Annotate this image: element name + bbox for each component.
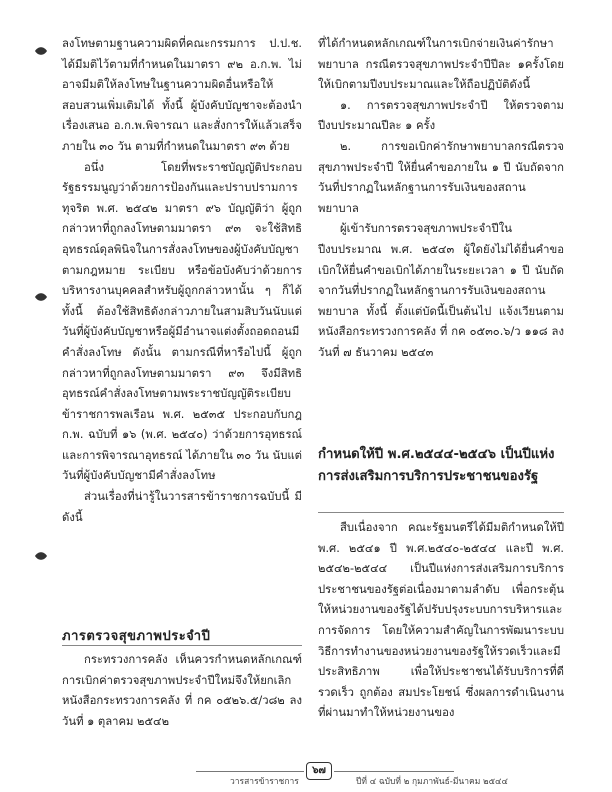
page-number: ๖๗ (306, 762, 332, 780)
body-paragraph: ที่ได้กำหนดหลักเกณฑ์ในการเบิกจ่ายเงินค่ารักษาพยาบาล กรณีตรวจสุขภาพประจำปีปีละ ๑ครั้งโดยให้เบิกตามปีงบประมาณและให้ถือปฏิบัติดังนี้ (318, 37, 564, 92)
journal-title: วารสารข้าราชการ (230, 777, 299, 787)
left-column-bottom (62, 650, 302, 732)
footer-rule-right (334, 771, 454, 772)
left-column (62, 34, 302, 528)
leaf-ornament-icon (34, 292, 48, 302)
leaf-ornament-icon (34, 551, 48, 561)
body-paragraph: ๑. การตรวจสุขภาพประจำปี ให้ตรวจตามปีงบประมาณปีละ ๑ ครั้ง (318, 98, 564, 133)
body-paragraph: ลงโทษตามฐานความผิดที่คณะกรรมการ ป.ป.ช. ได้มีมติไว้ตามที่กำหนดในมาตรา ๙๒ อ.ก.พ. ไม่อาจมีมติให้ลงโทษในฐานความผิดอื่นหรือให้สอบสวนเพิ่มเติมได้ ทั้งนี้ ผู้บังคับบัญชาจะต้องนำเรื่องเสนอ อ.ก.พ.พิจารณา และสั่งการให้แล้วเสร็จภายใน ๓๐ วัน ตามที่กำหนดในมาตรา ๙๓ ด้วย (62, 37, 302, 153)
body-paragraph: ๒. การขอเบิกค่ารักษาพยาบาลกรณีตรวจสุขภาพประจำปี ให้ยื่นคำขอภายใน ๑ ปี นับถัดจากวันที่ปรากฏในหลักฐานการรับเงินของสถานพยาบาล (318, 139, 564, 215)
right-column-bottom (318, 518, 564, 724)
right-column (318, 34, 564, 364)
body-paragraph: สืบเนื่องจาก คณะรัฐมนตรีได้มีมติกำหนดให้ปี พ.ศ. ๒๕๔๑ ปี พ.ศ.๒๕๔๐-๒๕๔๔ และปี พ.ศ. ๒๕๔๒-๒๕๔๔ เป็นปีแห่งการส่งเสริมการบริการประชาชนของรัฐต่อเนื่องมาตามลำดับ เพื่อกระตุ้นให้หน่วยงานของรัฐได้ปรับปรุงระบบการบริหารและการจัดการ โดยให้ความสำคัญในการพัฒนาระบบวิธีการทำงานของหน่วยงานของรัฐให้รวดเร็วและมีประสิทธิภาพ เพื่อให้ประชาชนได้รับบริการที่ดี รวดเร็ว ถูกต้อง สมประโยชน์ ซึ่งผลการดำเนินงานที่ผ่านมาทำให้หน่วยงานของ (318, 521, 564, 720)
section-divider (62, 645, 302, 646)
section-heading-public-service-year: กำหนดให้ปี พ.ศ.๒๕๔๔-๒๕๔๖ เป็นปีแห่งการส่งเสริมการบริการประชาชนของรัฐ (318, 447, 555, 484)
body-paragraph: ผู้เข้ารับการตรวจสุขภาพประจำปีในปีงบประมาณ พ.ศ. ๒๕๔๓ ผู้ใดยังไม่ได้ยื่นคำขอเบิกให้ยื่นคำขอเบิกได้ภายในระยะเวลา ๑ ปี นับถัดจากวันที่ปรากฏในหลักฐานการรับเงินของสถานพยาบาล ทั้งนี้ ตั้งแต่บัดนี้เป็นต้นไป แจ้งเวียนตามหนังสือกระทรวงการคลัง ที่ กค ๐๕๓๐.๖/ว ๑๑๘ ลงวันที่ ๗ ธันวาคม ๒๕๔๓ (318, 222, 564, 359)
body-paragraph: อนึ่ง โดยที่พระราชบัญญัติประกอบรัฐธรรมนูญว่าด้วยการป้องกันและปราบปรามการทุจริต พ.ศ. ๒๕๔๒ มาตรา ๙๖ บัญญัติว่า ผู้ถูกกล่าวหาที่ถูกลงโทษตามมาตรา ๙๓ จะใช้สิทธิอุทธรณ์ดุลพินิจในการสั่งลงโทษของผู้บังคับบัญชาตามกฎหมาย ระเบียบ หรือข้อบังคับว่าด้วยการบริหารงานบุคคลสำหรับผู้ถูกกล่าวหานั้น ๆ ก็ได้ ทั้งนี้ ต้องใช้สิทธิดังกล่าวภายในสามสิบวันนับแต่วันที่ผู้บังคับบัญชาหรือผู้มีอำนาจแต่งตั้งถอดถอนมีคำสั่งลงโทษ ดังนั้น ตามกรณีที่หารือไปนี้ ผู้ถูกกล่าวหาที่ถูกลงโทษตามมาตรา ๙๓ จึงมีสิทธิอุทธรณ์คำสั่งลงโทษตามพระราชบัญญัติระเบียบข้าราชการพลเรือน พ.ศ. ๒๕๓๕ ประกอบกับกฎ ก.พ. ฉบับที่ ๑๖ (พ.ศ. ๒๕๔๐) ว่าด้วยการอุทธรณ์และการพิจารณาอุทธรณ์ ได้ภายใน ๓๐ วัน นับแต่วันที่ผู้บังคับบัญชามีคำสั่งลงโทษ (62, 160, 302, 483)
section-heading-health-check: ภารตรวจสุขภาพประจำปี (62, 629, 211, 644)
footer-rule-left (196, 771, 304, 772)
leaf-ornament-icon (34, 46, 48, 56)
section-divider (318, 512, 564, 513)
issue-info: ปีที่ ๔ ฉบับที่ ๒ กุมภาพันธ์-มีนาคม ๒๕๔๔ (356, 777, 508, 787)
body-paragraph: ส่วนเรื่องที่น่ารู้ในวารสารข้าราชการฉบับนี้ มีดังนี้ (62, 490, 302, 524)
body-paragraph: กระทรวงการคลัง เห็นควรกำหนดหลักเกณฑ์การเบิกค่าตรวจสุขภาพประจำปีใหม่จึงให้ยกเลิกหนังสือกระทรวงการคลัง ที่ กค ๐๕๒๖.๕/ว๘๒ ลงวันที่ ๑ ตุลาคม ๒๕๔๒ (62, 653, 302, 728)
